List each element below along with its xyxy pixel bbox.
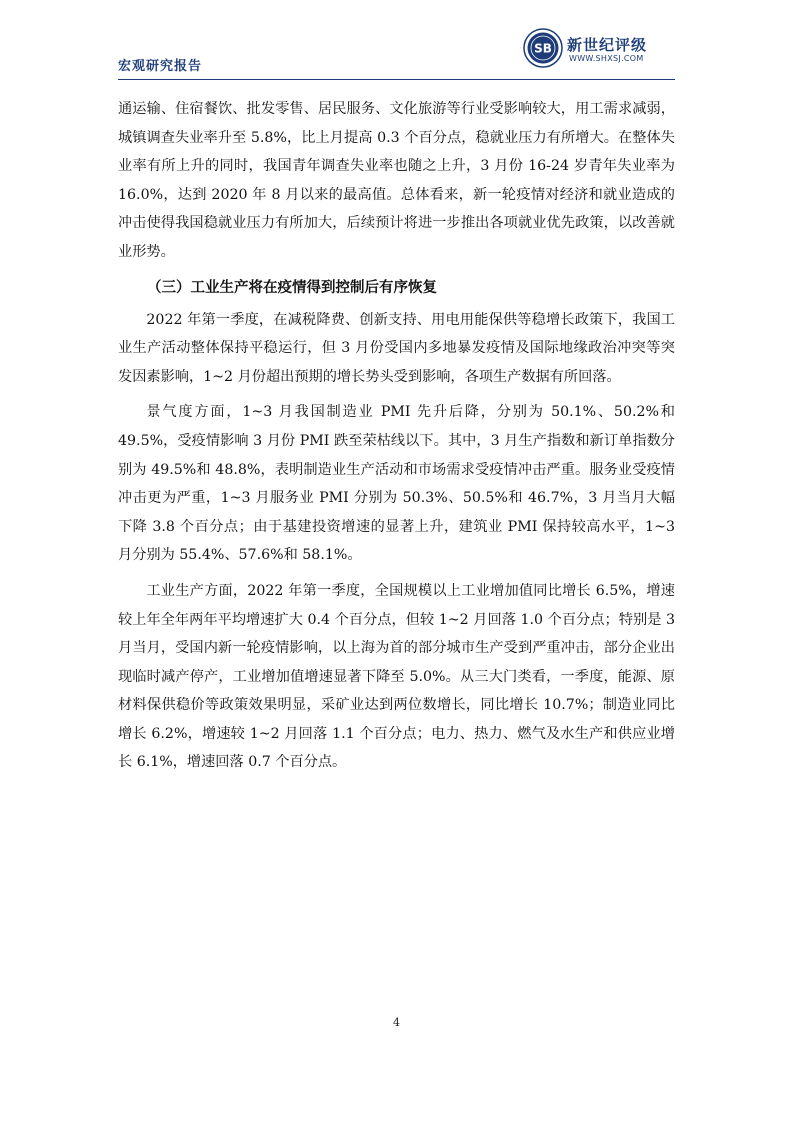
section-heading: （三）工业生产将在疫情得到控制后有序恢复 — [147, 279, 437, 296]
logo-seal-text: SB — [534, 41, 552, 56]
brand-url: WWW.SHXSJ.COM — [569, 54, 644, 63]
header-divider — [118, 79, 675, 80]
report-body — [118, 95, 675, 784]
page-header — [118, 28, 675, 80]
paragraph-overview: 2022 年第一季度，在减税降费、创新支持、用电用能保供等稳增长政策下，我国工业生产活动整体保持平稳运行，但 3 月份受国内多地暴发疫情及国际地缘政治冲突等突发因素影响，1~2 月份超出预期的增长势头受到影响，各项生产数据有所回落。 — [118, 311, 675, 385]
report-title: 宏观研究报告 — [118, 59, 203, 74]
paragraph-industrial-output: 工业生产方面，2022 年第一季度，全国规模以上工业增加值同比增长 6.5%，增速较上年全年两年平均增速扩大 0.4 个百分点，但较 1~2 月回落 1.0 个百分点；特别是 3 月当月，受国内新一轮疫情影响，以上海为首的部分城市生产受到严重冲击，部分企业出现临时减产停产，工业增加值增速显著下降至 5.0%。从三大门类看，一季度，能源、原材料保供稳价等政策效果明显，采矿业达到两位数增长，同比增长 10.7%；制造业同比增长 6.2%，增速较 1~2 月回落 1.1 个百分点；电力、热力、燃气及水生产和供应业增长 6.1%，增速回落 0.7 个百分点。 — [118, 582, 675, 771]
brand-logo — [523, 28, 675, 72]
paragraph-continued: 通运输、住宿餐饮、批发零售、居民服务、文化旅游等行业受影响较大，用工需求减弱，城镇调查失业率升至 5.8%，比上月提高 0.3 个百分点，稳就业压力有所增大。在整体失业率有所上升的同时，我国青年调查失业率也随之上升，3 月份 16-24 岁青年失业率为 16.0%，达到 2020 年 8 月以来的最高值。总体看来，新一轮疫情对经济和就业造成的冲击使得我国稳就业压力有所加大，后续预计将进一步推出各项就业优先政策，以改善就业形势。 — [118, 101, 675, 260]
page-number: 4 — [393, 1016, 400, 1029]
brand-name: 新世纪评级 — [567, 36, 648, 54]
logo-seal-icon — [523, 28, 563, 68]
paragraph-pmi: 景气度方面，1~3 月我国制造业 PMI 先升后降，分别为 50.1%、50.2%和 49.5%，受疫情影响 3 月份 PMI 跌至荣枯线以下。其中，3 月生产指数和新订单指数分别为 49.5%和 48.8%，表明制造业生产活动和市场需求受疫情冲击严重。服务业受疫情冲击更为严重，1~3 月服务业 PMI 分别为 50.3%、50.5%和 46.7%，3 月当月大幅下降 3.8 个百分点；由于基建投资增速的显著上升，建筑业 PMI 保持较高水平，1~3 月分别为 55.4%、57.6%和 58.1%。 — [118, 404, 675, 564]
